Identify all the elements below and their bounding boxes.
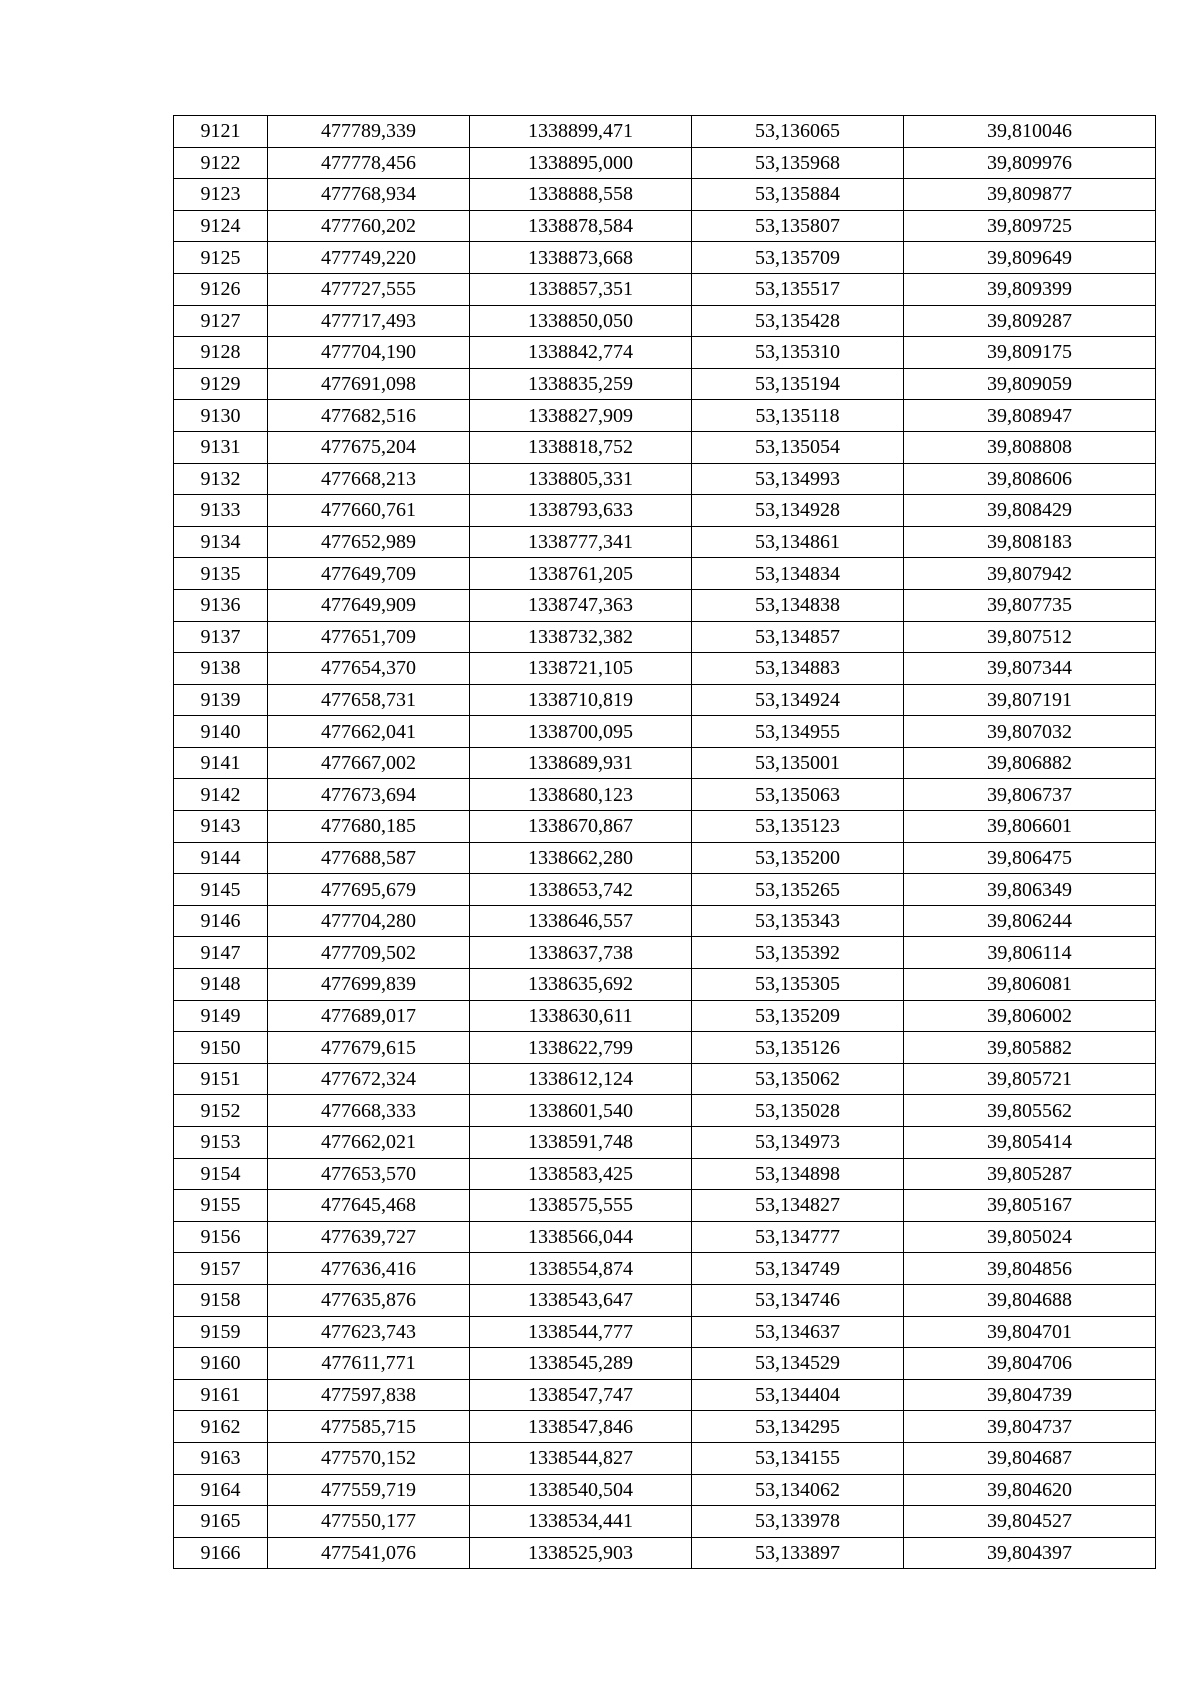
latitude-cell: 53,134295 <box>692 1411 904 1443</box>
latitude-cell: 53,135126 <box>692 1032 904 1064</box>
y-coordinate-cell: 1338818,752 <box>470 431 692 463</box>
latitude-cell: 53,134062 <box>692 1474 904 1506</box>
latitude-cell: 53,134827 <box>692 1190 904 1222</box>
x-coordinate-cell: 477695,679 <box>268 874 470 906</box>
x-coordinate-cell: 477541,076 <box>268 1537 470 1569</box>
y-coordinate-cell: 1338601,540 <box>470 1095 692 1127</box>
latitude-cell: 53,135123 <box>692 811 904 843</box>
x-coordinate-cell: 477653,570 <box>268 1158 470 1190</box>
longitude-cell: 39,809877 <box>904 179 1156 211</box>
y-coordinate-cell: 1338547,747 <box>470 1379 692 1411</box>
latitude-cell: 53,135054 <box>692 431 904 463</box>
x-coordinate-cell: 477689,017 <box>268 1000 470 1032</box>
point-number-cell: 9152 <box>174 1095 268 1127</box>
table-row <box>174 1063 1156 1095</box>
longitude-cell: 39,805721 <box>904 1063 1156 1095</box>
point-number-cell: 9157 <box>174 1253 268 1285</box>
x-coordinate-cell: 477673,694 <box>268 779 470 811</box>
point-number-cell: 9130 <box>174 400 268 432</box>
longitude-cell: 39,808808 <box>904 431 1156 463</box>
x-coordinate-cell: 477585,715 <box>268 1411 470 1443</box>
coordinates-table <box>173 115 1156 1569</box>
point-number-cell: 9150 <box>174 1032 268 1064</box>
longitude-cell: 39,806349 <box>904 874 1156 906</box>
point-number-cell: 9140 <box>174 716 268 748</box>
latitude-cell: 53,135709 <box>692 242 904 274</box>
latitude-cell: 53,134637 <box>692 1316 904 1348</box>
x-coordinate-cell: 477654,370 <box>268 653 470 685</box>
point-number-cell: 9125 <box>174 242 268 274</box>
table-row <box>174 589 1156 621</box>
table-row <box>174 179 1156 211</box>
table-row <box>174 874 1156 906</box>
x-coordinate-cell: 477778,456 <box>268 147 470 179</box>
y-coordinate-cell: 1338700,095 <box>470 716 692 748</box>
point-number-cell: 9131 <box>174 431 268 463</box>
longitude-cell: 39,804737 <box>904 1411 1156 1443</box>
longitude-cell: 39,807032 <box>904 716 1156 748</box>
longitude-cell: 39,806244 <box>904 905 1156 937</box>
latitude-cell: 53,134924 <box>692 684 904 716</box>
table-row <box>174 463 1156 495</box>
latitude-cell: 53,135265 <box>692 874 904 906</box>
point-number-cell: 9166 <box>174 1537 268 1569</box>
latitude-cell: 53,134861 <box>692 526 904 558</box>
table-row <box>174 1474 1156 1506</box>
x-coordinate-cell: 477704,280 <box>268 905 470 937</box>
latitude-cell: 53,134883 <box>692 653 904 685</box>
latitude-cell: 53,135392 <box>692 937 904 969</box>
latitude-cell: 53,134898 <box>692 1158 904 1190</box>
y-coordinate-cell: 1338878,584 <box>470 210 692 242</box>
x-coordinate-cell: 477699,839 <box>268 969 470 1001</box>
table-row <box>174 368 1156 400</box>
longitude-cell: 39,808183 <box>904 526 1156 558</box>
table-row <box>174 905 1156 937</box>
table-row <box>174 1190 1156 1222</box>
y-coordinate-cell: 1338850,050 <box>470 305 692 337</box>
x-coordinate-cell: 477658,731 <box>268 684 470 716</box>
point-number-cell: 9145 <box>174 874 268 906</box>
point-number-cell: 9158 <box>174 1284 268 1316</box>
y-coordinate-cell: 1338545,289 <box>470 1348 692 1380</box>
x-coordinate-cell: 477550,177 <box>268 1506 470 1538</box>
point-number-cell: 9123 <box>174 179 268 211</box>
longitude-cell: 39,809649 <box>904 242 1156 274</box>
table-row <box>174 684 1156 716</box>
table-row <box>174 273 1156 305</box>
longitude-cell: 39,807344 <box>904 653 1156 685</box>
x-coordinate-cell: 477611,771 <box>268 1348 470 1380</box>
y-coordinate-cell: 1338899,471 <box>470 116 692 148</box>
x-coordinate-cell: 477651,709 <box>268 621 470 653</box>
longitude-cell: 39,804856 <box>904 1253 1156 1285</box>
point-number-cell: 9162 <box>174 1411 268 1443</box>
x-coordinate-cell: 477662,021 <box>268 1127 470 1159</box>
longitude-cell: 39,804706 <box>904 1348 1156 1380</box>
point-number-cell: 9148 <box>174 969 268 1001</box>
point-number-cell: 9146 <box>174 905 268 937</box>
point-number-cell: 9126 <box>174 273 268 305</box>
longitude-cell: 39,805414 <box>904 1127 1156 1159</box>
table-row <box>174 842 1156 874</box>
point-number-cell: 9121 <box>174 116 268 148</box>
table-row <box>174 1348 1156 1380</box>
y-coordinate-cell: 1338777,341 <box>470 526 692 558</box>
y-coordinate-cell: 1338575,555 <box>470 1190 692 1222</box>
x-coordinate-cell: 477668,333 <box>268 1095 470 1127</box>
y-coordinate-cell: 1338857,351 <box>470 273 692 305</box>
table-row <box>174 1032 1156 1064</box>
longitude-cell: 39,804687 <box>904 1442 1156 1474</box>
y-coordinate-cell: 1338873,668 <box>470 242 692 274</box>
latitude-cell: 53,135305 <box>692 969 904 1001</box>
x-coordinate-cell: 477675,204 <box>268 431 470 463</box>
longitude-cell: 39,806737 <box>904 779 1156 811</box>
x-coordinate-cell: 477635,876 <box>268 1284 470 1316</box>
table-row <box>174 147 1156 179</box>
y-coordinate-cell: 1338895,000 <box>470 147 692 179</box>
table-row <box>174 400 1156 432</box>
y-coordinate-cell: 1338689,931 <box>470 747 692 779</box>
table-row <box>174 1284 1156 1316</box>
point-number-cell: 9163 <box>174 1442 268 1474</box>
latitude-cell: 53,135343 <box>692 905 904 937</box>
table-row <box>174 431 1156 463</box>
point-number-cell: 9147 <box>174 937 268 969</box>
latitude-cell: 53,134834 <box>692 558 904 590</box>
table-row <box>174 210 1156 242</box>
table-row <box>174 653 1156 685</box>
latitude-cell: 53,135001 <box>692 747 904 779</box>
x-coordinate-cell: 477789,339 <box>268 116 470 148</box>
y-coordinate-cell: 1338635,692 <box>470 969 692 1001</box>
point-number-cell: 9129 <box>174 368 268 400</box>
point-number-cell: 9154 <box>174 1158 268 1190</box>
table-row <box>174 305 1156 337</box>
latitude-cell: 53,135118 <box>692 400 904 432</box>
table-row <box>174 1127 1156 1159</box>
longitude-cell: 39,810046 <box>904 116 1156 148</box>
table-row <box>174 1316 1156 1348</box>
y-coordinate-cell: 1338827,909 <box>470 400 692 432</box>
longitude-cell: 39,805167 <box>904 1190 1156 1222</box>
y-coordinate-cell: 1338732,382 <box>470 621 692 653</box>
longitude-cell: 39,807191 <box>904 684 1156 716</box>
table-row <box>174 1506 1156 1538</box>
table-row <box>174 526 1156 558</box>
x-coordinate-cell: 477636,416 <box>268 1253 470 1285</box>
y-coordinate-cell: 1338583,425 <box>470 1158 692 1190</box>
point-number-cell: 9134 <box>174 526 268 558</box>
longitude-cell: 39,809399 <box>904 273 1156 305</box>
longitude-cell: 39,805024 <box>904 1221 1156 1253</box>
point-number-cell: 9153 <box>174 1127 268 1159</box>
point-number-cell: 9159 <box>174 1316 268 1348</box>
table-row <box>174 621 1156 653</box>
point-number-cell: 9137 <box>174 621 268 653</box>
x-coordinate-cell: 477570,152 <box>268 1442 470 1474</box>
longitude-cell: 39,805287 <box>904 1158 1156 1190</box>
longitude-cell: 39,807735 <box>904 589 1156 621</box>
latitude-cell: 53,135807 <box>692 210 904 242</box>
y-coordinate-cell: 1338805,331 <box>470 463 692 495</box>
latitude-cell: 53,134928 <box>692 495 904 527</box>
point-number-cell: 9128 <box>174 337 268 369</box>
point-number-cell: 9141 <box>174 747 268 779</box>
x-coordinate-cell: 477704,190 <box>268 337 470 369</box>
table-row <box>174 1000 1156 1032</box>
longitude-cell: 39,807942 <box>904 558 1156 590</box>
latitude-cell: 53,134857 <box>692 621 904 653</box>
point-number-cell: 9135 <box>174 558 268 590</box>
x-coordinate-cell: 477672,324 <box>268 1063 470 1095</box>
x-coordinate-cell: 477688,587 <box>268 842 470 874</box>
x-coordinate-cell: 477682,516 <box>268 400 470 432</box>
y-coordinate-cell: 1338622,799 <box>470 1032 692 1064</box>
latitude-cell: 53,134777 <box>692 1221 904 1253</box>
latitude-cell: 53,135028 <box>692 1095 904 1127</box>
latitude-cell: 53,134838 <box>692 589 904 621</box>
y-coordinate-cell: 1338525,903 <box>470 1537 692 1569</box>
y-coordinate-cell: 1338630,611 <box>470 1000 692 1032</box>
table-row <box>174 337 1156 369</box>
x-coordinate-cell: 477645,468 <box>268 1190 470 1222</box>
x-coordinate-cell: 477639,727 <box>268 1221 470 1253</box>
table-row <box>174 558 1156 590</box>
x-coordinate-cell: 477559,719 <box>268 1474 470 1506</box>
x-coordinate-cell: 477691,098 <box>268 368 470 400</box>
y-coordinate-cell: 1338710,819 <box>470 684 692 716</box>
table-row <box>174 495 1156 527</box>
latitude-cell: 53,135200 <box>692 842 904 874</box>
y-coordinate-cell: 1338842,774 <box>470 337 692 369</box>
y-coordinate-cell: 1338543,647 <box>470 1284 692 1316</box>
point-number-cell: 9139 <box>174 684 268 716</box>
longitude-cell: 39,809287 <box>904 305 1156 337</box>
x-coordinate-cell: 477727,555 <box>268 273 470 305</box>
table-row <box>174 1221 1156 1253</box>
x-coordinate-cell: 477717,493 <box>268 305 470 337</box>
y-coordinate-cell: 1338646,557 <box>470 905 692 937</box>
x-coordinate-cell: 477667,002 <box>268 747 470 779</box>
y-coordinate-cell: 1338653,742 <box>470 874 692 906</box>
x-coordinate-cell: 477662,041 <box>268 716 470 748</box>
latitude-cell: 53,135062 <box>692 1063 904 1095</box>
latitude-cell: 53,135194 <box>692 368 904 400</box>
y-coordinate-cell: 1338761,205 <box>470 558 692 590</box>
x-coordinate-cell: 477597,838 <box>268 1379 470 1411</box>
x-coordinate-cell: 477660,761 <box>268 495 470 527</box>
longitude-cell: 39,806882 <box>904 747 1156 779</box>
longitude-cell: 39,807512 <box>904 621 1156 653</box>
longitude-cell: 39,804527 <box>904 1506 1156 1538</box>
x-coordinate-cell: 477623,743 <box>268 1316 470 1348</box>
latitude-cell: 53,134973 <box>692 1127 904 1159</box>
point-number-cell: 9144 <box>174 842 268 874</box>
x-coordinate-cell: 477649,909 <box>268 589 470 621</box>
table-row <box>174 811 1156 843</box>
longitude-cell: 39,808606 <box>904 463 1156 495</box>
latitude-cell: 53,136065 <box>692 116 904 148</box>
longitude-cell: 39,805882 <box>904 1032 1156 1064</box>
point-number-cell: 9160 <box>174 1348 268 1380</box>
point-number-cell: 9124 <box>174 210 268 242</box>
x-coordinate-cell: 477679,615 <box>268 1032 470 1064</box>
y-coordinate-cell: 1338670,867 <box>470 811 692 843</box>
latitude-cell: 53,135428 <box>692 305 904 337</box>
y-coordinate-cell: 1338554,874 <box>470 1253 692 1285</box>
longitude-cell: 39,804620 <box>904 1474 1156 1506</box>
table-row <box>174 1411 1156 1443</box>
latitude-cell: 53,133978 <box>692 1506 904 1538</box>
y-coordinate-cell: 1338793,633 <box>470 495 692 527</box>
longitude-cell: 39,809725 <box>904 210 1156 242</box>
table-row <box>174 116 1156 148</box>
longitude-cell: 39,808947 <box>904 400 1156 432</box>
x-coordinate-cell: 477680,185 <box>268 811 470 843</box>
point-number-cell: 9149 <box>174 1000 268 1032</box>
y-coordinate-cell: 1338835,259 <box>470 368 692 400</box>
table-row <box>174 1253 1156 1285</box>
latitude-cell: 53,135884 <box>692 179 904 211</box>
table-row <box>174 1095 1156 1127</box>
y-coordinate-cell: 1338747,363 <box>470 589 692 621</box>
table-row <box>174 747 1156 779</box>
latitude-cell: 53,134404 <box>692 1379 904 1411</box>
x-coordinate-cell: 477749,220 <box>268 242 470 274</box>
y-coordinate-cell: 1338888,558 <box>470 179 692 211</box>
latitude-cell: 53,134993 <box>692 463 904 495</box>
table-row <box>174 969 1156 1001</box>
y-coordinate-cell: 1338544,777 <box>470 1316 692 1348</box>
longitude-cell: 39,806081 <box>904 969 1156 1001</box>
y-coordinate-cell: 1338637,738 <box>470 937 692 969</box>
y-coordinate-cell: 1338591,748 <box>470 1127 692 1159</box>
point-number-cell: 9143 <box>174 811 268 843</box>
longitude-cell: 39,808429 <box>904 495 1156 527</box>
longitude-cell: 39,806475 <box>904 842 1156 874</box>
coordinates-table-body <box>174 116 1156 1569</box>
longitude-cell: 39,809059 <box>904 368 1156 400</box>
x-coordinate-cell: 477649,709 <box>268 558 470 590</box>
point-number-cell: 9133 <box>174 495 268 527</box>
latitude-cell: 53,135063 <box>692 779 904 811</box>
latitude-cell: 53,135517 <box>692 273 904 305</box>
table-row <box>174 1537 1156 1569</box>
table-row <box>174 937 1156 969</box>
x-coordinate-cell: 477709,502 <box>268 937 470 969</box>
y-coordinate-cell: 1338662,280 <box>470 842 692 874</box>
longitude-cell: 39,806002 <box>904 1000 1156 1032</box>
longitude-cell: 39,804688 <box>904 1284 1156 1316</box>
point-number-cell: 9156 <box>174 1221 268 1253</box>
latitude-cell: 53,134749 <box>692 1253 904 1285</box>
y-coordinate-cell: 1338540,504 <box>470 1474 692 1506</box>
longitude-cell: 39,809175 <box>904 337 1156 369</box>
longitude-cell: 39,809976 <box>904 147 1156 179</box>
y-coordinate-cell: 1338721,105 <box>470 653 692 685</box>
y-coordinate-cell: 1338612,124 <box>470 1063 692 1095</box>
latitude-cell: 53,135310 <box>692 337 904 369</box>
y-coordinate-cell: 1338547,846 <box>470 1411 692 1443</box>
longitude-cell: 39,806114 <box>904 937 1156 969</box>
x-coordinate-cell: 477652,989 <box>268 526 470 558</box>
longitude-cell: 39,805562 <box>904 1095 1156 1127</box>
latitude-cell: 53,135209 <box>692 1000 904 1032</box>
point-number-cell: 9161 <box>174 1379 268 1411</box>
latitude-cell: 53,135968 <box>692 147 904 179</box>
table-row <box>174 1158 1156 1190</box>
table-row <box>174 716 1156 748</box>
point-number-cell: 9165 <box>174 1506 268 1538</box>
point-number-cell: 9142 <box>174 779 268 811</box>
latitude-cell: 53,134955 <box>692 716 904 748</box>
point-number-cell: 9136 <box>174 589 268 621</box>
y-coordinate-cell: 1338534,441 <box>470 1506 692 1538</box>
longitude-cell: 39,804701 <box>904 1316 1156 1348</box>
table-row <box>174 242 1156 274</box>
point-number-cell: 9164 <box>174 1474 268 1506</box>
x-coordinate-cell: 477768,934 <box>268 179 470 211</box>
point-number-cell: 9155 <box>174 1190 268 1222</box>
point-number-cell: 9138 <box>174 653 268 685</box>
point-number-cell: 9132 <box>174 463 268 495</box>
y-coordinate-cell: 1338680,123 <box>470 779 692 811</box>
y-coordinate-cell: 1338544,827 <box>470 1442 692 1474</box>
point-number-cell: 9122 <box>174 147 268 179</box>
x-coordinate-cell: 477760,202 <box>268 210 470 242</box>
table-row <box>174 779 1156 811</box>
point-number-cell: 9151 <box>174 1063 268 1095</box>
latitude-cell: 53,134529 <box>692 1348 904 1380</box>
latitude-cell: 53,134155 <box>692 1442 904 1474</box>
longitude-cell: 39,804397 <box>904 1537 1156 1569</box>
y-coordinate-cell: 1338566,044 <box>470 1221 692 1253</box>
latitude-cell: 53,133897 <box>692 1537 904 1569</box>
longitude-cell: 39,804739 <box>904 1379 1156 1411</box>
point-number-cell: 9127 <box>174 305 268 337</box>
table-row <box>174 1379 1156 1411</box>
x-coordinate-cell: 477668,213 <box>268 463 470 495</box>
table-row <box>174 1442 1156 1474</box>
longitude-cell: 39,806601 <box>904 811 1156 843</box>
latitude-cell: 53,134746 <box>692 1284 904 1316</box>
